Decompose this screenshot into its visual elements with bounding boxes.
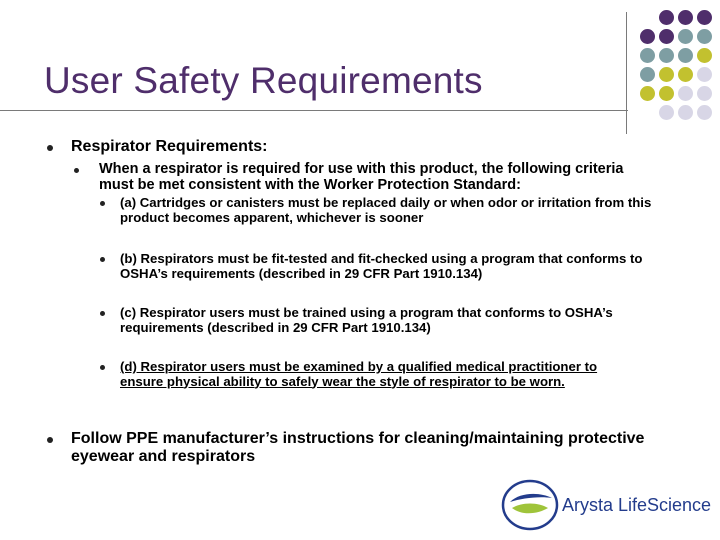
logo-leaf-green <box>512 504 548 514</box>
bullet-dot <box>100 365 105 370</box>
logo-swoosh-blue <box>510 494 552 502</box>
decorative-dot <box>697 105 712 120</box>
bullet-dot <box>100 311 105 316</box>
decorative-dot <box>678 10 693 25</box>
decorative-dot <box>678 86 693 101</box>
bullet-dot <box>100 201 105 206</box>
decorative-dot <box>659 105 674 120</box>
decorative-dot <box>678 29 693 44</box>
respirator-criteria-intro: When a respirator is required for use with this product, the following criteria must be met consistent with the Worker Protection Standard: <box>99 161 624 193</box>
decorative-dot <box>697 86 712 101</box>
decorative-dot <box>697 67 712 82</box>
decorative-dot <box>640 67 655 82</box>
decorative-dot <box>659 67 674 82</box>
bullet-ppe-instructions: Follow PPE manufacturer’s instructions for cleaning/maintaining protective eyewear and respirators <box>71 430 645 465</box>
criterion-a: (a) Cartridges or canisters must be replaced daily or when odor or irritation from this product becomes apparent, whichever is sooner <box>120 195 652 225</box>
decorative-dot <box>678 105 693 120</box>
bullet-respirator-requirements: Respirator Requirements: <box>71 138 268 155</box>
criterion-d: (d) Respirator users must be examined by a qualified medical practitioner to ensure physical ability to safely wear the style of respirator to be worn. <box>120 359 598 389</box>
decorative-dot <box>640 48 655 63</box>
bullet-dot <box>74 168 79 173</box>
decorative-dot <box>640 86 655 101</box>
decorative-dot <box>659 29 674 44</box>
slide-title: User Safety Requirements <box>44 60 483 101</box>
bullet-dot <box>47 437 53 443</box>
decorative-dot <box>697 29 712 44</box>
vertical-divider <box>626 12 627 134</box>
decorative-dot <box>697 10 712 25</box>
decorative-dot <box>678 48 693 63</box>
logo-brand-text: Arysta LifeScience <box>562 495 712 515</box>
criterion-b: (b) Respirators must be fit-tested and fit-checked using a program that conforms to OSHA’s requirements (described in 29 CFR Part 1910.134) <box>120 251 643 281</box>
horizontal-divider <box>0 110 628 111</box>
bullet-dot <box>100 257 105 262</box>
decorative-dot <box>640 29 655 44</box>
decorative-dot <box>659 86 674 101</box>
criterion-c: (c) Respirator users must be trained using a program that conforms to OSHA’s requirements (described in 29 CFR Part 1910.134) <box>120 305 613 335</box>
decorative-dot <box>678 67 693 82</box>
bullet-dot <box>47 145 53 151</box>
decorative-dot <box>659 48 674 63</box>
decorative-dot <box>697 48 712 63</box>
decorative-dot <box>659 10 674 25</box>
